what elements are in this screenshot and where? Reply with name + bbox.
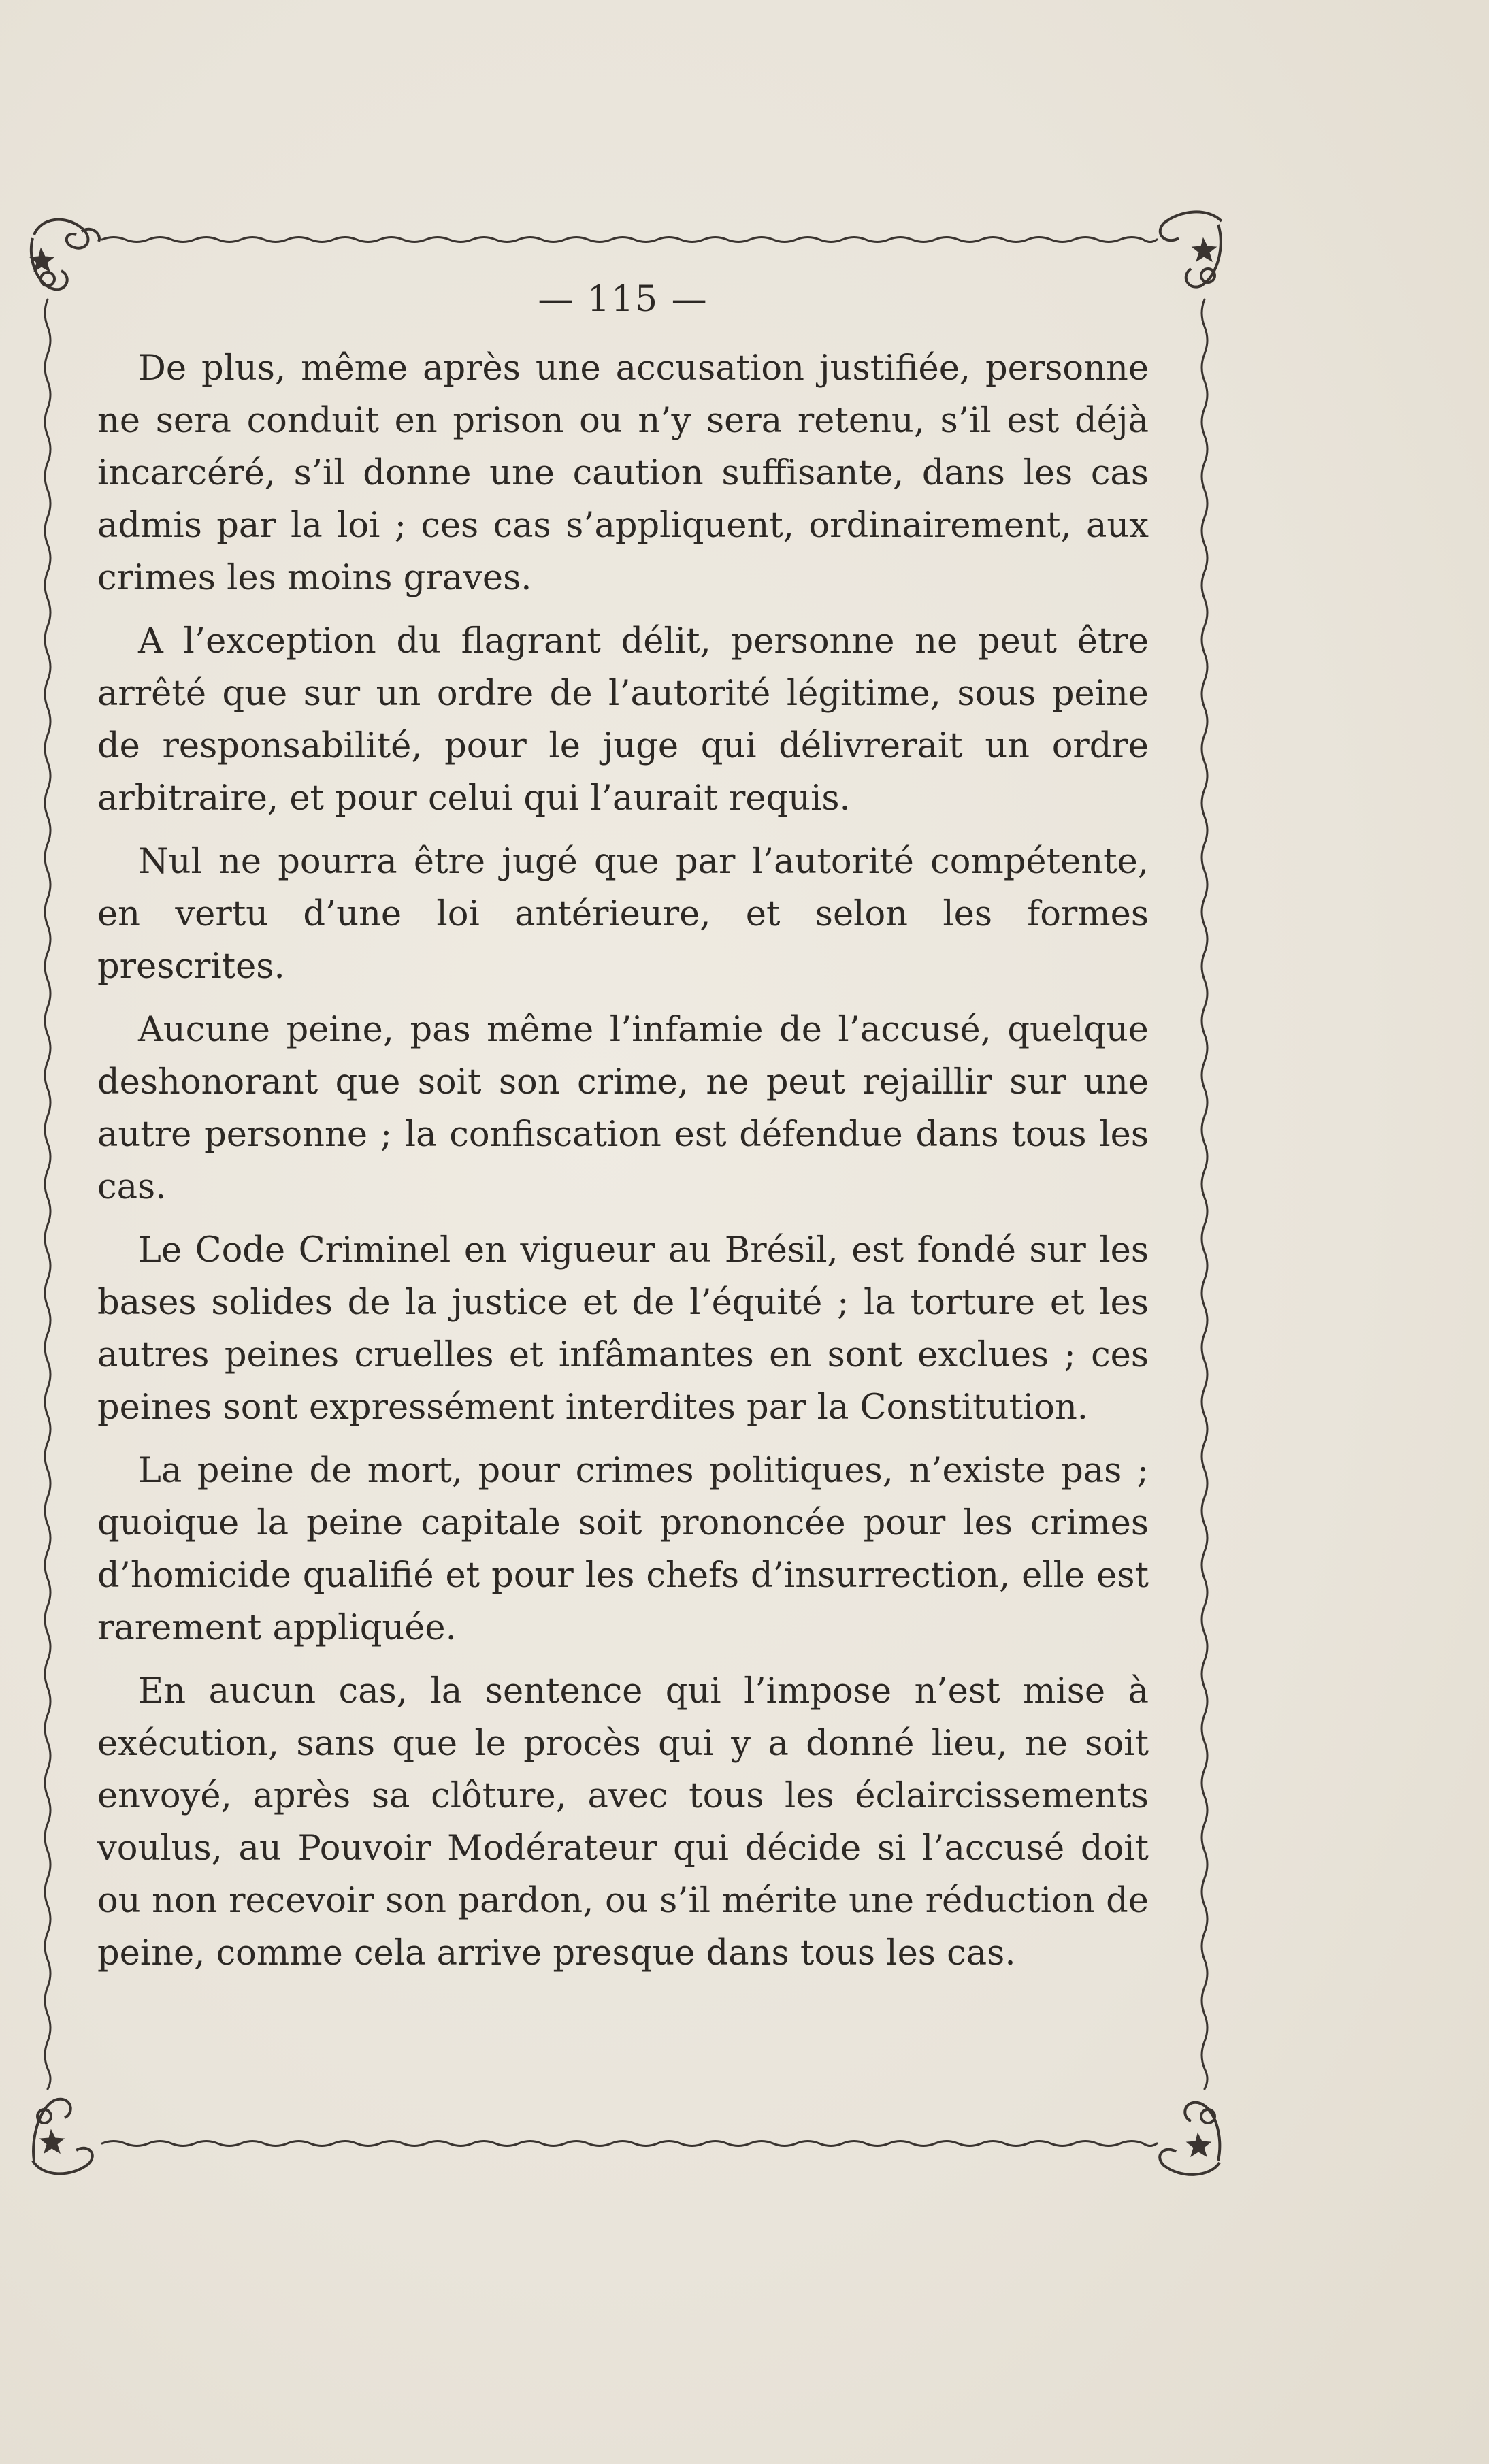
right-wavy-border — [1202, 299, 1207, 2089]
top-right-corner-icon — [1160, 212, 1222, 286]
top-left-corner-icon — [30, 220, 99, 290]
paragraph-1: De plus, même après une accusation justifiée, personne ne sera conduit en prison ou n’y sera retenu, s’il est déjà incarcéré, s’il donne une caution suffisante, dans les cas admis par la loi ; ces cas s’appliquent, ordinairement, aux crimes les moins graves. — [97, 348, 1149, 598]
paragraph-2: A l’exception du flagrant délit, personne ne peut être arrêté que sur un ordre de l’autorité légitime, sous peine de responsabilité, pour le juge qui délivrerait un ordre arbitraire, et pour celui qui l’aurait requis. — [97, 621, 1149, 819]
bottom-left-corner-icon — [33, 2099, 93, 2174]
paragraph-7: En aucun cas, la sentence qui l’impose n’est mise à exécution, sans que le procès qui y a donné lieu, ne soit envoyé, après sa clôture, avec tous les éclaircissements voulus, au Pouvoir Modérateur qui décide si l’accusé doit ou non recevoir son pardon, ou s’il mérite une réduction de peine, comme cela arrive presque dans tous les cas. — [97, 1671, 1149, 1973]
top-wavy-border — [102, 237, 1157, 242]
bottom-wavy-border — [102, 2141, 1157, 2146]
paragraph-5: Le Code Criminel en vigueur au Brésil, est fondé sur les bases solides de la justice et de l’équité ; la torture et les autres peines cruelles et infâmantes en sont exclues ; ces peines sont expressément interdites par la Constitution. — [97, 1230, 1149, 1428]
bottom-right-corner-icon — [1160, 2103, 1220, 2175]
left-wavy-border — [45, 299, 50, 2089]
paragraph-3: Nul ne pourra être jugé que par l’autorité compétente, en vertu d’une loi antérieure, et selon les formes prescrites. — [97, 842, 1149, 987]
paragraph-4: Aucune peine, pas même l’infamie de l’accusé, quelque deshonorant que soit son crime, ne peut rejaillir sur une autre personne ; la confiscation est défendue dans tous les cas. — [97, 1010, 1149, 1207]
paragraph-6: La peine de mort, pour crimes politiques, n’existe pas ; quoique la peine capitale soit prononcée pour les crimes d’homicide qualifié et pour les chefs d’insurrection, elle est rarement appliquée. — [97, 1451, 1149, 1648]
page-number: — 115 — — [538, 279, 708, 320]
text-block — [97, 276, 1149, 1990]
